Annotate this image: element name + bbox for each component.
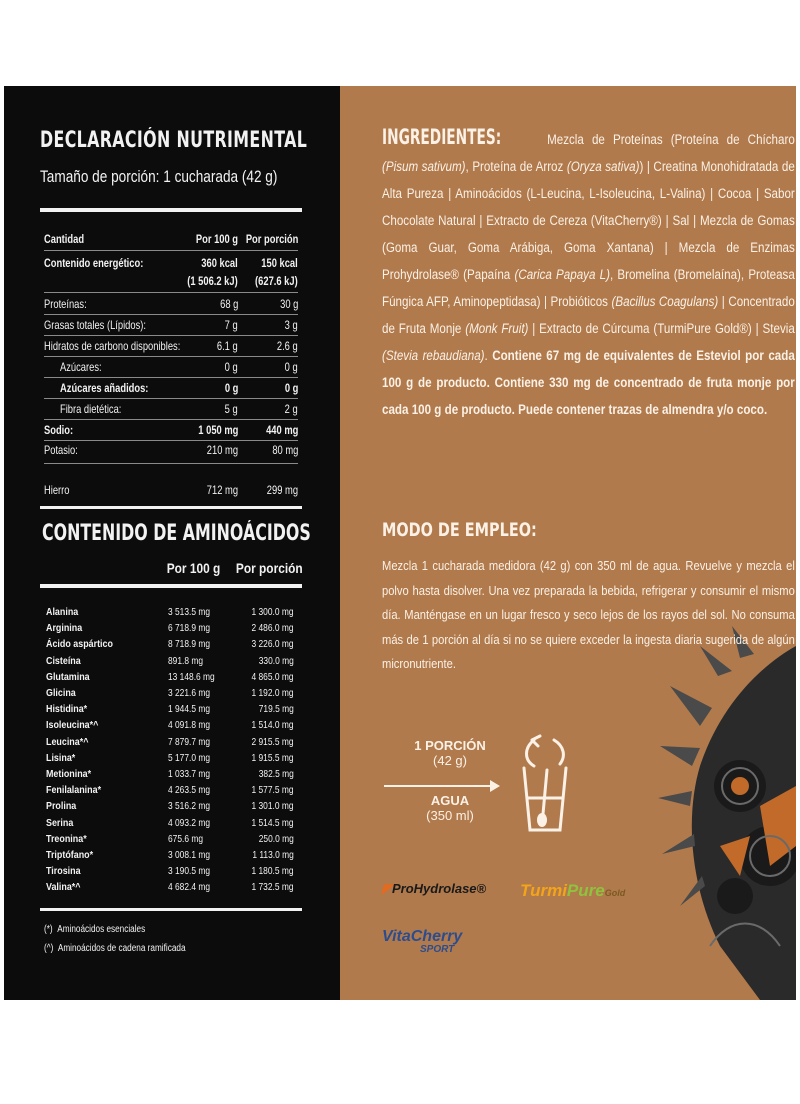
amino-label: Prolina bbox=[46, 800, 77, 813]
nutrient-per-portion: 30 g bbox=[279, 297, 298, 311]
arrow-right-icon bbox=[490, 780, 500, 792]
amino-row bbox=[46, 719, 298, 732]
header-per100: Por 100 g bbox=[195, 232, 238, 246]
nutrient-row bbox=[44, 443, 298, 459]
nutrient-per-portion: 2.6 g bbox=[277, 339, 298, 353]
amino-label: Treonina* bbox=[46, 832, 87, 845]
nutrient-label: Hidratos de carbono disponibles: bbox=[44, 339, 181, 353]
turmipure-text-c: Gold bbox=[604, 888, 626, 898]
water-title: AGUA bbox=[430, 793, 470, 808]
amino-per-portion: 4 865.0 mg bbox=[251, 670, 294, 683]
amino-row bbox=[46, 833, 298, 846]
divider bbox=[44, 250, 298, 251]
amino-label: Ácido aspártico bbox=[46, 638, 113, 651]
energy-kj-per100: (1 506.2 kJ) bbox=[187, 274, 238, 288]
amino-per-portion: 250.0 mg bbox=[258, 832, 294, 845]
divider bbox=[40, 584, 302, 588]
water-value: (350 ml) bbox=[426, 808, 474, 823]
arrow-line bbox=[384, 785, 494, 787]
ingredients-part: (Bacillus Coagulans) bbox=[611, 294, 719, 309]
header-cantidad: Cantidad bbox=[44, 232, 85, 246]
prohydrolase-mark: ◤ bbox=[382, 881, 392, 896]
amino-row bbox=[46, 638, 298, 651]
amino-label: Valina*^ bbox=[46, 881, 81, 894]
amino-per-portion: 1 300.0 mg bbox=[251, 606, 294, 618]
nutrient-per100: 210 mg bbox=[206, 443, 238, 457]
prohydrolase-logo bbox=[382, 881, 486, 897]
nutrient-per100: 7 g bbox=[224, 318, 238, 332]
nutrition-panel bbox=[4, 86, 340, 1000]
nutrient-per-portion: 0 g bbox=[284, 360, 298, 374]
divider bbox=[44, 314, 298, 315]
shaker-glass-icon bbox=[510, 726, 580, 836]
amino-label: Leucina*^ bbox=[46, 735, 89, 748]
amino-per-portion: 1 113.0 mg bbox=[252, 849, 294, 861]
amino-per100: 5 177.0 mg bbox=[168, 751, 211, 764]
portion-value: (42 g) bbox=[433, 753, 467, 768]
amino-row bbox=[46, 800, 298, 813]
nutrient-per-portion: 0 g bbox=[284, 381, 298, 395]
amino-label: Tirosina bbox=[46, 865, 81, 878]
energy-per100: 360 kcal bbox=[201, 256, 238, 270]
divider bbox=[44, 292, 298, 293]
divider bbox=[44, 356, 298, 357]
ingredients-part: (Stevia rebaudiana) bbox=[382, 348, 485, 363]
amino-per100: 4 091.8 mg bbox=[168, 719, 211, 732]
nutrient-per100: 0 g bbox=[224, 381, 238, 395]
amino-per-portion: 1 732.5 mg bbox=[251, 881, 294, 894]
amino-per100: 1 033.7 mg bbox=[168, 768, 211, 780]
divider bbox=[44, 419, 298, 420]
amino-row bbox=[46, 703, 298, 716]
divider bbox=[44, 377, 298, 378]
nutrient-per100: 68 g bbox=[219, 297, 238, 311]
divider bbox=[40, 506, 302, 509]
nutrient-row bbox=[44, 423, 298, 439]
amino-row bbox=[46, 752, 298, 765]
ingredients-part: | Concentrado de Fruta Monje bbox=[382, 294, 795, 336]
amino-per100: 4 093.2 mg bbox=[168, 816, 211, 829]
amino-label: Isoleucina*^ bbox=[46, 719, 99, 732]
amino-per100: 6 718.9 mg bbox=[168, 622, 211, 635]
amino-per100: 3 190.5 mg bbox=[168, 865, 211, 878]
header-per-portion: Por porción bbox=[245, 232, 298, 246]
portion-label bbox=[380, 738, 520, 768]
amino-label: Metionina* bbox=[46, 768, 92, 780]
amino-per-portion: 1 514.0 mg bbox=[251, 719, 294, 732]
amino-row bbox=[46, 655, 298, 668]
divider bbox=[44, 398, 298, 399]
energy-kj-row bbox=[44, 274, 298, 290]
ingredients-part: | Extracto de Cúrcuma (TurmiPure Gold®) | Stevia bbox=[528, 321, 795, 336]
amino-label: Cisteína bbox=[46, 654, 81, 667]
amino-per100: 891.8 mg bbox=[168, 654, 204, 667]
ingredients-part: (Carica Papaya L) bbox=[514, 267, 610, 282]
nutrient-per100: 1 050 mg bbox=[197, 423, 238, 437]
amino-row bbox=[46, 768, 298, 781]
nutrient-row bbox=[44, 297, 298, 313]
amino-note bbox=[44, 924, 145, 935]
amino-row bbox=[46, 736, 298, 749]
amino-row bbox=[46, 687, 298, 700]
turmipure-logo bbox=[520, 881, 625, 901]
nutrient-per-portion: 2 g bbox=[284, 402, 298, 416]
amino-label: Glutamina bbox=[46, 670, 90, 683]
nutrient-label: Hierro bbox=[44, 483, 70, 497]
turmipure-text-b: Pure bbox=[566, 881, 605, 900]
nutrient-row bbox=[44, 483, 298, 499]
energy-label: Contenido energético: bbox=[44, 256, 144, 270]
amino-per-portion: 3 226.0 mg bbox=[251, 638, 294, 651]
ingredients-part: , Proteína de Arroz bbox=[465, 159, 567, 174]
amino-row bbox=[46, 671, 298, 684]
divider bbox=[40, 208, 302, 212]
amino-per100: 3 221.6 mg bbox=[168, 687, 211, 699]
usage-text-block bbox=[382, 554, 796, 677]
vitacherry-text: VitaCherry bbox=[382, 928, 463, 945]
amino-per100: 4 682.4 mg bbox=[168, 881, 211, 894]
amino-per100: 13 148.6 mg bbox=[168, 670, 215, 683]
amino-row bbox=[46, 784, 298, 797]
nutrient-label: Grasas totales (Lípidos): bbox=[44, 318, 146, 332]
amino-note bbox=[44, 943, 186, 954]
divider bbox=[44, 463, 298, 464]
portion-title: 1 PORCIÓN bbox=[414, 738, 486, 753]
turmipure-text-a: Turmi bbox=[520, 881, 567, 900]
vitacherry-sub: SPORT bbox=[420, 944, 455, 955]
amino-per-portion: 382.5 mg bbox=[258, 768, 294, 780]
nutrient-per100: 0 g bbox=[224, 360, 238, 374]
amino-label: Arginina bbox=[46, 622, 83, 635]
usage-title: MODO DE EMPLEO: bbox=[382, 519, 537, 541]
note-symbol: (^) bbox=[44, 943, 54, 954]
nutrient-label: Potasio: bbox=[44, 443, 78, 457]
energy-kj-per-portion: (627.6 kJ) bbox=[255, 274, 298, 288]
ingredients-part: (Oryza sativa) bbox=[566, 159, 640, 174]
amino-header-per100: Por 100 g bbox=[166, 560, 221, 576]
amino-per-portion: 719.5 mg bbox=[258, 703, 294, 716]
ingredients-part: (Monk Fruit) bbox=[465, 321, 529, 336]
nutrient-row bbox=[44, 318, 298, 334]
nutrient-per-portion: 299 mg bbox=[266, 483, 298, 497]
divider bbox=[44, 335, 298, 336]
amino-per-portion: 1 301.0 mg bbox=[251, 800, 294, 813]
nutrient-row bbox=[44, 402, 298, 418]
vitacherry-logo bbox=[382, 928, 462, 955]
amino-per100: 7 879.7 mg bbox=[168, 735, 211, 748]
amino-label: Histidina* bbox=[46, 703, 88, 716]
nutrient-label: Proteínas: bbox=[44, 297, 87, 311]
amino-per-portion: 2 486.0 mg bbox=[251, 622, 294, 635]
amino-per-portion: 1 577.5 mg bbox=[251, 784, 294, 797]
nutrient-per-portion: 3 g bbox=[284, 318, 298, 332]
amino-per100: 4 263.5 mg bbox=[168, 784, 211, 797]
nutrient-per-portion: 80 mg bbox=[271, 443, 298, 457]
serving-size: Tamaño de porción: 1 cucharada (42 g) bbox=[40, 167, 278, 186]
divider bbox=[40, 908, 302, 911]
amino-per-portion: 2 915.5 mg bbox=[251, 735, 294, 748]
nutrient-per100: 5 g bbox=[224, 402, 238, 416]
nutrition-title: DECLARACIÓN NUTRIMENTAL bbox=[40, 128, 308, 153]
note-text: Aminoácidos esenciales bbox=[57, 924, 146, 935]
amino-title: CONTENIDO DE AMINOÁCIDOS bbox=[42, 521, 311, 546]
note-symbol: (*) bbox=[44, 924, 53, 935]
nutrient-label: Sodio: bbox=[44, 423, 74, 437]
energy-per-portion: 150 kcal bbox=[261, 256, 298, 270]
amino-header-per-portion: Por porción bbox=[235, 560, 303, 576]
energy-row bbox=[44, 256, 298, 272]
amino-per-portion: 330.0 mg bbox=[258, 654, 294, 667]
nutrient-label: Azúcares: bbox=[60, 360, 102, 374]
ingredients-part: ) | Creatina Monohidratada de Alta Pureza | Aminoácidos (L-Leucina, L-Isoleucina, L-Valina) | Cocoa | Sabor Chocolate Natural | Extracto de Cereza (VitaCherry®) | Sal | Mezcla de Gomas (Goma Guar, Goma Arábiga, Goma Xantana) | Mezcla de Enzimas Prohydrolase® (Papaína bbox=[382, 159, 795, 282]
nutrient-row bbox=[44, 381, 298, 397]
amino-per100: 1 944.5 mg bbox=[168, 703, 211, 716]
nutrient-per-portion: 440 mg bbox=[265, 423, 298, 437]
nutrient-label: Fibra dietética: bbox=[60, 402, 122, 416]
nutrition-header-row bbox=[44, 232, 298, 248]
amino-per-portion: 1 514.5 mg bbox=[251, 816, 294, 829]
usage-text: Mezcla 1 cucharada medidora (42 g) con 350 ml de agua. Revuelve y mezcla el polvo hasta disolver. Una vez preparada la bebida, refrigerar y consumir el mismo día. Manténgase en un lugar fresco y seco lejos de los rayos del sol. No consuma más de 1 porción al día si no se quiere exceder la ingesta diaria sugerida de algún micronutriente. bbox=[382, 558, 795, 671]
amino-per100: 3 516.2 mg bbox=[168, 800, 211, 813]
ingredients-text bbox=[382, 124, 796, 423]
amino-label: Fenilalanina* bbox=[46, 784, 102, 797]
ingredients-part: (Pisum sativum) bbox=[382, 159, 466, 174]
ingredients-title: INGREDIENTES: bbox=[382, 125, 502, 149]
nutrient-per100: 6.1 g bbox=[217, 339, 238, 353]
nutrient-row bbox=[44, 360, 298, 376]
nutrient-row bbox=[44, 339, 298, 355]
amino-row bbox=[46, 622, 298, 635]
ingredients-panel bbox=[340, 86, 796, 1000]
amino-label: Lisina* bbox=[46, 751, 76, 764]
amino-row bbox=[46, 606, 298, 619]
ingredients-part: , Bromelina (Bromelaína), Proteasa Fúngica AFP, Aminopeptidasa) | Probióticos bbox=[382, 267, 795, 309]
nutrient-per100: 712 mg bbox=[206, 483, 238, 497]
amino-per-portion: 1 180.5 mg bbox=[251, 865, 294, 878]
divider bbox=[44, 440, 298, 441]
amino-row bbox=[46, 817, 298, 830]
water-label bbox=[380, 793, 520, 823]
ingredients-part: Mezcla de Proteínas (Proteína de Chícharo bbox=[547, 132, 795, 147]
amino-per100: 675.6 mg bbox=[168, 832, 204, 845]
ingredients-part: . bbox=[484, 348, 493, 363]
amino-label: Serina bbox=[46, 816, 74, 829]
prohydrolase-text: ProHydrolase® bbox=[392, 881, 487, 896]
amino-row bbox=[46, 865, 298, 878]
nutrient-label: Azúcares añadidos: bbox=[60, 381, 149, 395]
note-text: Aminoácidos de cadena ramificada bbox=[57, 943, 186, 954]
amino-label: Alanina bbox=[46, 606, 79, 618]
amino-per-portion: 1 915.5 mg bbox=[251, 751, 294, 764]
amino-label: Triptófano* bbox=[46, 849, 94, 861]
amino-label: Glicina bbox=[46, 687, 76, 699]
amino-per100: 3 008.1 mg bbox=[168, 849, 211, 861]
amino-per100: 3 513.5 mg bbox=[168, 606, 211, 618]
amino-per-portion: 1 192.0 mg bbox=[251, 687, 294, 699]
amino-row bbox=[46, 849, 298, 862]
ingredients-part: Contiene 67 mg de equivalentes de Esteviol por cada 100 g de producto. Contiene 330 mg de concentrado de fruta monje por cada 100 g de producto. Puede contener trazas de almendra y/o coco. bbox=[382, 348, 795, 417]
amino-row bbox=[46, 881, 298, 894]
amino-per100: 8 718.9 mg bbox=[168, 638, 211, 651]
